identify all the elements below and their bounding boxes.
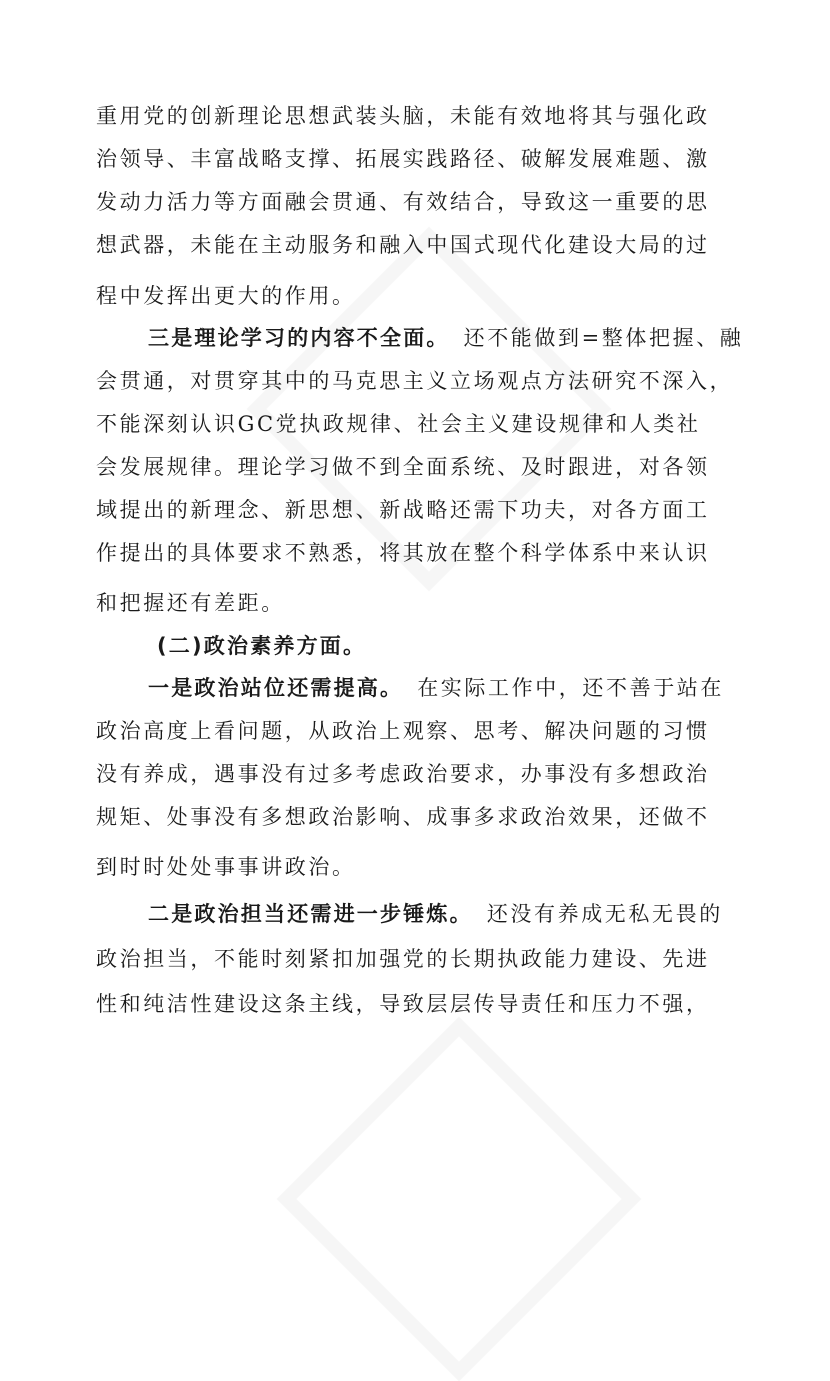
text-line: 域提出的新理念、新思想、新战略还需下功夫，对各方面工: [96, 498, 710, 522]
text-line: 和把握还有差距。: [96, 591, 285, 615]
paragraph-lead: 三是理论学习的内容不全面。: [148, 326, 450, 350]
text-line: [148, 675, 724, 701]
text-line: 不能深刻认识GC党执政规律、社会主义建设规律和人类社: [96, 412, 701, 436]
text-span: 还不能做到=整体把握、融: [463, 326, 744, 350]
text-line: 作提出的具体要求不熟悉，将其放在整个科学体系中来认识: [96, 541, 710, 565]
text-line: [148, 325, 743, 351]
text-line: 治领导、丰富战略支撑、拓展实践路径、破解发展难题、激: [96, 147, 710, 171]
section-heading: (二)政治素养方面。: [157, 634, 367, 658]
text-line: 重用党的创新理论思想武装头脑，未能有效地将其与强化政: [96, 104, 710, 128]
text-line: 想武器，未能在主动服务和融入中国式现代化建设大局的过: [96, 233, 710, 257]
text-line: 发动力活力等方面融会贯通、有效结合，导致这一重要的思: [96, 190, 710, 214]
text-line: 会发展规律。理论学习做不到全面系统、及时跟进，对各领: [96, 455, 710, 479]
text-line: 政治担当，不能时刻紧扣加强党的长期执政能力建设、先进: [96, 947, 710, 971]
text-line: 程中发挥出更大的作用。: [96, 284, 356, 308]
paragraph-lead: 二是政治担当还需进一步锤炼。: [148, 902, 473, 926]
text-line: [148, 901, 723, 927]
watermark-shape: [247, 227, 612, 592]
paragraph-lead: 一是政治站位还需提高。: [148, 676, 404, 700]
text-line: 会贯通，对贯穿其中的马克思主义立场观点方法研究不深入，: [96, 369, 734, 393]
text-span: 在实际工作中，还不善于站在: [417, 676, 725, 700]
text-line: 到时时处处事事讲政治。: [96, 855, 356, 879]
text-line: 性和纯洁性建设这条主线，导致层层传导责任和压力不强，: [96, 992, 710, 1016]
watermark-shape: [277, 1017, 642, 1381]
text-line: 没有养成，遇事没有过多考虑政治要求，办事没有多想政治: [96, 762, 710, 786]
text-span: 还没有养成无私无畏的: [486, 902, 723, 926]
text-line: 政治高度上看问题，从政治上观察、思考、解决问题的习惯: [96, 719, 710, 743]
text-line: 规矩、处事没有多想政治影响、成事多求政治效果，还做不: [96, 805, 710, 829]
